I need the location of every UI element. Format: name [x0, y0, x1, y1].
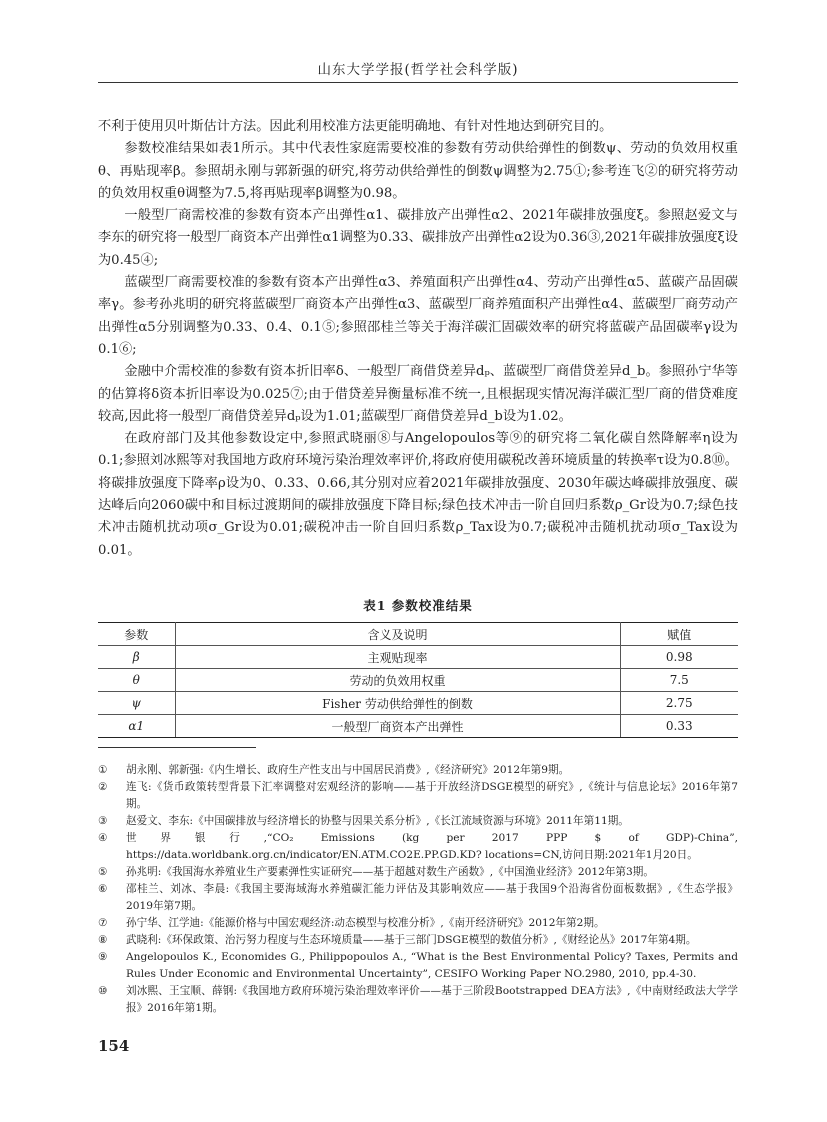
footnote-mark: ③ — [98, 815, 108, 827]
desc-cell: 劳动的负效用权重 — [175, 669, 620, 692]
footnote-text: 孙兆明:《我国海水养殖业生产要素弹性实证研究——基于超越对数生产函数》,《中国渔业经济》2012年第3期。 — [126, 866, 654, 878]
footnote-mark: ⑤ — [98, 866, 108, 878]
footnote — [98, 983, 738, 1017]
paragraph: 在政府部门及其他参数设定中,参照武晓丽⑧与Angelopoulos等⑨的研究将二氧化碳自然降解率η设为0.1;参照刘冰熙等对我国地方政府环境污染治理效率评价,将政府使用碳税改善环境质量的转换率τ设为0.8⑩。将碳排放强度下降率ρ设为0、0.33、0.66,其分别对应着2021年碳排放强度、2030年碳达峰碳排放强度、碳达峰后向2060碳中和目标过渡期间的碳排放强度下降目标;绿色技术冲击一阶自回归系数ρ_Gr设为0.7;绿色技术冲击随机扰动项σ_Gr设为0.01;碳税冲击一阶自回归系数ρ_Tax设为0.7;碳税冲击随机扰动项σ_Tax设为0.01。 — [98, 431, 738, 558]
footnote-text: 武晓利:《环保政策、治污努力程度与生态环境质量——基于三部门DSGE模型的数值分析》,《财经论丛》2017年第4期。 — [126, 934, 697, 946]
footnote-mark: ⑨ — [98, 951, 108, 963]
param-cell: ψ — [98, 692, 175, 715]
column-header: 赋值 — [620, 623, 738, 646]
footnote-text: 胡永刚、郭新强:《内生增长、政府生产性支出与中国居民消费》,《经济研究》2012年第9期。 — [126, 764, 570, 776]
table-row — [98, 692, 738, 715]
footnote-mark: ② — [98, 781, 108, 793]
table-row — [98, 646, 738, 669]
running-header: 山东大学学报(哲学社会科学版) — [317, 62, 519, 78]
footnote-text: 赵爱文、李东:《中国碳排放与经济增长的协整与因果关系分析》,《长江流域资源与环境》2011年第11期。 — [126, 815, 629, 827]
footnote — [98, 830, 738, 864]
param-cell: β — [98, 646, 175, 669]
header-rule — [98, 82, 738, 83]
footnote-mark: ⑦ — [98, 917, 108, 929]
paragraph: 一般型厂商需校准的参数有资本产出弹性α1、碳排放产出弹性α2、2021年碳排放强度ξ。参照赵爱文与李东的研究将一般型厂商资本产出弹性α1调整为0.33、碳排放产出弹性α2设为0.36③,2021年碳排放强度ξ设为0.45④; — [98, 208, 738, 268]
table-header-row — [98, 623, 738, 646]
paragraph: 蓝碳型厂商需要校准的参数有资本产出弹性α3、养殖面积产出弹性α4、劳动产出弹性α5、蓝碳产品固碳率γ。参考孙兆明的研究将蓝碳型厂商资本产出弹性α3、蓝碳型厂商养殖面积产出弹性α4、蓝碳型厂商劳动产出弹性α5分别调整为0.33、0.4、0.1⑤;参照邵桂兰等关于海洋碳汇固碳效率的研究将蓝碳产品固碳率γ设为0.1⑥; — [98, 275, 738, 357]
footnote — [98, 881, 738, 915]
footnote — [98, 779, 738, 813]
footnote-text: 邵桂兰、刘冰、李晨:《我国主要海域海水养殖碳汇能力评估及其影响效应——基于我国9个沿海省份面板数据》,《生态学报》2019年第7期。 — [126, 883, 738, 912]
footnote — [98, 762, 738, 779]
table-row — [98, 715, 738, 738]
footnote — [98, 864, 738, 881]
footnotes — [98, 762, 738, 1017]
footnote — [98, 813, 738, 830]
footnote — [98, 915, 738, 932]
footnote-text: 孙宁华、江学迪:《能源价格与中国宏观经济:动态模型与校准分析》,《南开经济研究》2012年第2期。 — [126, 917, 605, 929]
footnote-text: 世界银行,“CO₂ Emissions (kg per 2017 PPP $ of GDP)-China”, https://data.worldbank.org.cn/indicator/EN.ATM.CO2E.PP.GD.KD? locations=CN,访问日期:2021年1月20日。 — [126, 832, 738, 861]
footnote-text: 连飞:《货币政策转型背景下汇率调整对宏观经济的影响——基于开放经济DSGE模型的研究》,《统计与信息论坛》2016年第7期。 — [126, 781, 738, 810]
desc-cell: 主观贴现率 — [175, 646, 620, 669]
footnote-mark: ④ — [98, 832, 108, 844]
param-cell: α1 — [98, 715, 175, 738]
body-text — [98, 116, 738, 562]
table-row — [98, 669, 738, 692]
footnote — [98, 932, 738, 949]
footnote-mark: ⑩ — [98, 985, 108, 997]
footnote-rule — [98, 747, 256, 748]
paragraph: 参数校准结果如表1所示。其中代表性家庭需要校准的参数有劳动供给弹性的倒数ψ、劳动的负效用权重θ、再贴现率β。参照胡永刚与郭新强的研究,将劳动供给弹性的倒数ψ调整为2.75①;参考连飞②的研究将劳动的负效用权重θ调整为7.5,将再贴现率β调整为0.98。 — [98, 141, 738, 201]
value-cell: 7.5 — [620, 669, 738, 692]
footnote-mark: ⑥ — [98, 883, 108, 895]
footnote-text: 刘冰熙、王宝顺、薛钢:《我国地方政府环境污染治理效率评价——基于三阶段Bootstrapped DEA方法》,《中南财经政法大学学报》2016年第1期。 — [126, 985, 738, 1014]
desc-cell: 一般型厂商资本产出弹性 — [175, 715, 620, 738]
footnote — [98, 949, 738, 983]
footnote-mark: ① — [98, 764, 108, 776]
column-header: 参数 — [98, 623, 175, 646]
column-header: 含义及说明 — [175, 623, 620, 646]
value-cell: 0.98 — [620, 646, 738, 669]
parameter-table — [98, 622, 738, 738]
paragraph: 金融中介需校准的参数有资本折旧率δ、一般型厂商借贷差异dₚ、蓝碳型厂商借贷差异d_b。参照孙宁华等的估算将δ资本折旧率设为0.025⑦;由于借贷差异衡量标准不统一,且根据现实情况海洋碳汇型厂商的借贷难度较高,因此将一般型厂商借贷差异dₚ设为1.01;蓝碳型厂商借贷差异d_b设为1.02。 — [98, 364, 738, 424]
value-cell: 0.33 — [620, 715, 738, 738]
footnote-mark: ⑧ — [98, 934, 108, 946]
table-caption: 表1 参数校准结果 — [363, 598, 473, 613]
value-cell: 2.75 — [620, 692, 738, 715]
desc-cell: Fisher 劳动供给弹性的倒数 — [175, 692, 620, 715]
page-number: 154 — [98, 1037, 130, 1055]
footnote-text: Angelopoulos K., Economides G., Philippopoulos A., “What is the Best Environmental Policy? Taxes, Permits and Rules Under Economic and Environmental Uncertainty”, CESIFO Working Paper NO.2980, 2010, pp.4-30. — [126, 951, 738, 980]
param-cell: θ — [98, 669, 175, 692]
paragraph: 不利于使用贝叶斯估计方法。因此利用校准方法更能明确地、有针对性地达到研究目的。 — [98, 119, 613, 134]
